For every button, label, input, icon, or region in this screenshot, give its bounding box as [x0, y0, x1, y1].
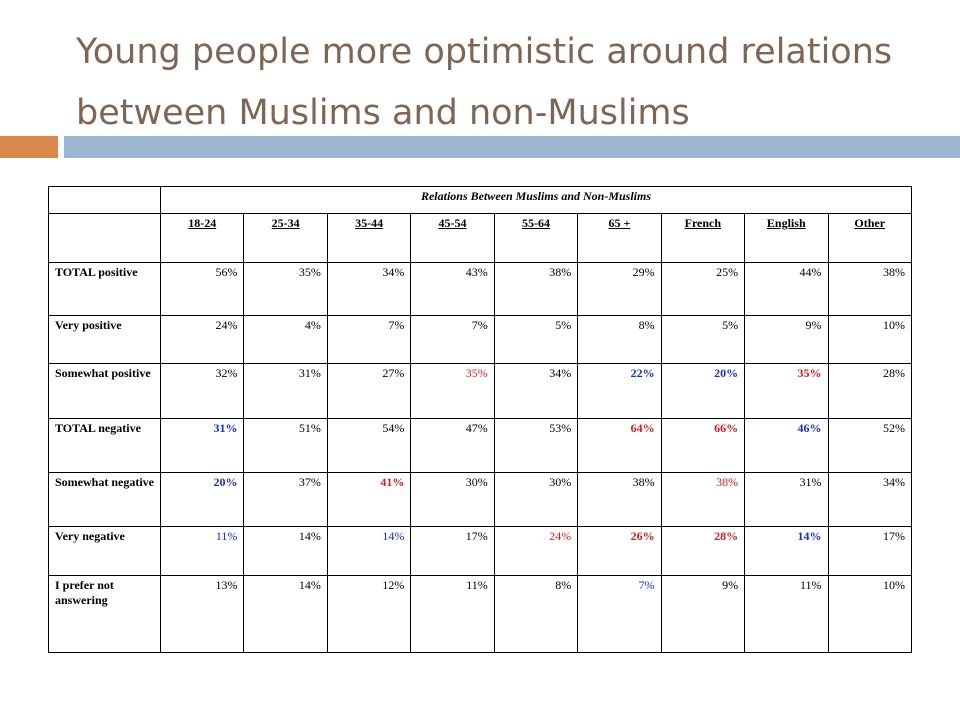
table-row: [49, 419, 912, 473]
table-cell: 14%: [745, 527, 828, 576]
table-cell: 28%: [661, 527, 744, 576]
table-cell: 56%: [161, 263, 244, 316]
table-cell: 46%: [745, 419, 828, 473]
table-cell: 13%: [161, 576, 244, 653]
table-cell: 38%: [828, 263, 912, 316]
table-row: [49, 576, 912, 653]
table-cell: 54%: [327, 419, 410, 473]
table-cell: 35%: [411, 364, 494, 419]
table-cell: 47%: [411, 419, 494, 473]
row-label: Very negative: [49, 527, 161, 576]
column-header: French: [661, 214, 744, 263]
table-cell: 37%: [244, 473, 327, 527]
table-cell: 12%: [327, 576, 410, 653]
slide-title-line-1: Young people more optimistic around relations: [76, 32, 893, 72]
table-cell: 7%: [578, 576, 661, 653]
table-cell: 8%: [494, 576, 577, 653]
table-row: [49, 263, 912, 316]
table-cell: 34%: [828, 473, 912, 527]
table-cell: 24%: [161, 316, 244, 364]
row-label: I prefer not answering: [49, 576, 161, 653]
table-cell: 31%: [161, 419, 244, 473]
table-cell: 34%: [327, 263, 410, 316]
table-corner-cell: [49, 187, 161, 214]
table-cell: 34%: [494, 364, 577, 419]
row-label: TOTAL negative: [49, 419, 161, 473]
row-label: Somewhat positive: [49, 364, 161, 419]
table-cell: 24%: [494, 527, 577, 576]
accent-bar-orange: [0, 136, 58, 158]
table-cell: 32%: [161, 364, 244, 419]
slide-title-line-2: between Muslims and non-Muslims: [76, 93, 690, 133]
column-header: 45-54: [411, 214, 494, 263]
table-cell: 14%: [244, 576, 327, 653]
table-cell: 10%: [828, 316, 912, 364]
column-header: 65 +: [578, 214, 661, 263]
table-cell: 7%: [411, 316, 494, 364]
table-cell: 53%: [494, 419, 577, 473]
table-cell: 44%: [745, 263, 828, 316]
table-row: [49, 316, 912, 364]
accent-bar-blue: [64, 136, 960, 158]
table-cell: 4%: [244, 316, 327, 364]
table-cell: 26%: [578, 527, 661, 576]
relations-table: [48, 186, 912, 653]
table-cell: 5%: [494, 316, 577, 364]
table-cell: 31%: [745, 473, 828, 527]
table-cell: 14%: [244, 527, 327, 576]
table-cell: 66%: [661, 419, 744, 473]
table-cell: 11%: [161, 527, 244, 576]
table-cell: 52%: [828, 419, 912, 473]
table-cell: 35%: [244, 263, 327, 316]
table-cell: 20%: [161, 473, 244, 527]
table-cell: 9%: [745, 316, 828, 364]
table-header-row: [49, 187, 912, 214]
table-cell: 30%: [494, 473, 577, 527]
column-header-row: [49, 214, 912, 263]
table-cell: 35%: [745, 364, 828, 419]
table-cell: 20%: [661, 364, 744, 419]
row-label: Somewhat negative: [49, 473, 161, 527]
table-cell: 11%: [745, 576, 828, 653]
table-row: [49, 527, 912, 576]
column-header: 18-24: [161, 214, 244, 263]
table-cell: 10%: [828, 576, 912, 653]
table-cell: 31%: [244, 364, 327, 419]
column-header: 25-34: [244, 214, 327, 263]
column-header: 35-44: [327, 214, 410, 263]
table-row: [49, 473, 912, 527]
table-cell: 41%: [327, 473, 410, 527]
table-main-header: Relations Between Muslims and Non-Muslims: [161, 187, 912, 214]
table-row: [49, 364, 912, 419]
table-cell: 14%: [327, 527, 410, 576]
column-header-corner: [49, 214, 161, 263]
table-cell: 7%: [327, 316, 410, 364]
slide-title: [76, 22, 936, 144]
table-body: [49, 263, 912, 653]
table-cell: 43%: [411, 263, 494, 316]
table-cell: 8%: [578, 316, 661, 364]
table-cell: 22%: [578, 364, 661, 419]
table-cell: 29%: [578, 263, 661, 316]
table-cell: 17%: [828, 527, 912, 576]
table-cell: 28%: [828, 364, 912, 419]
table-cell: 51%: [244, 419, 327, 473]
row-label: TOTAL positive: [49, 263, 161, 316]
column-header: 55-64: [494, 214, 577, 263]
table-cell: 27%: [327, 364, 410, 419]
table-cell: 17%: [411, 527, 494, 576]
table-cell: 25%: [661, 263, 744, 316]
table-cell: 5%: [661, 316, 744, 364]
table-cell: 38%: [661, 473, 744, 527]
row-label: Very positive: [49, 316, 161, 364]
table-cell: 11%: [411, 576, 494, 653]
column-header: English: [745, 214, 828, 263]
table-cell: 64%: [578, 419, 661, 473]
column-header: Other: [828, 214, 912, 263]
table-cell: 38%: [578, 473, 661, 527]
table-cell: 38%: [494, 263, 577, 316]
table-cell: 9%: [661, 576, 744, 653]
table-cell: 30%: [411, 473, 494, 527]
